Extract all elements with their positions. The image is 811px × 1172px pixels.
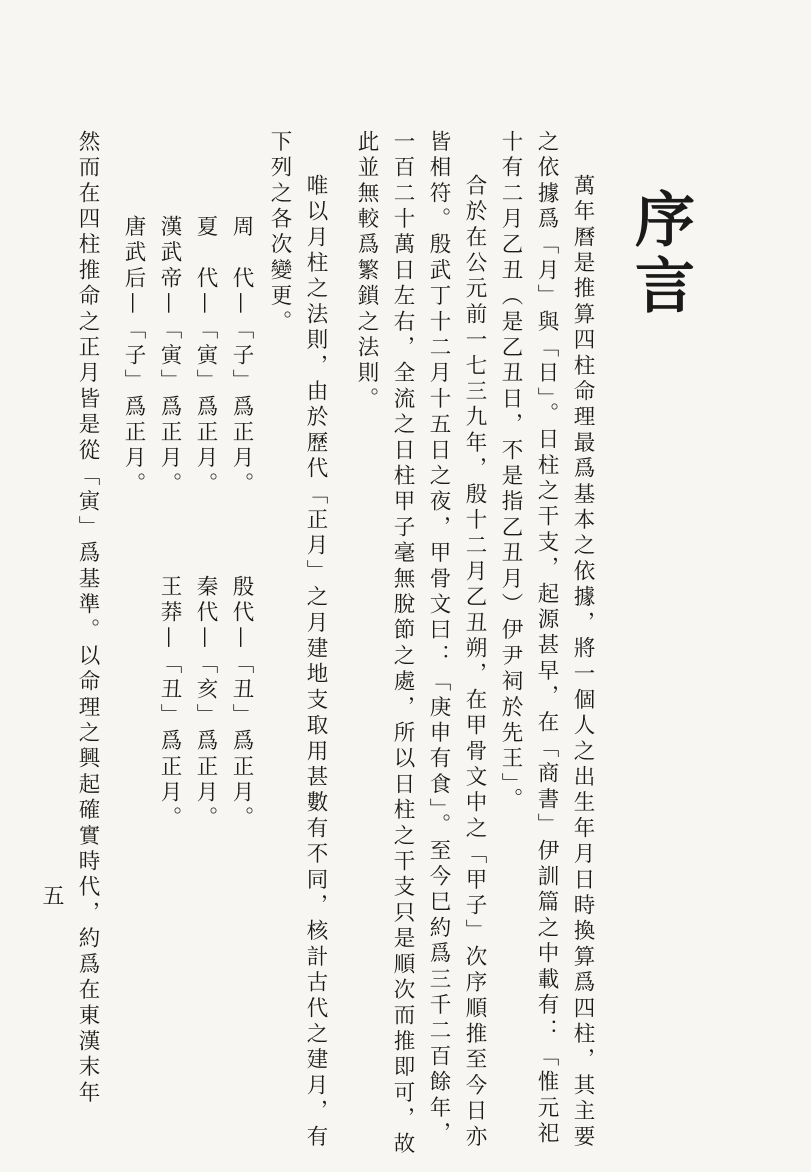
closing-text-column: 然而在四柱推命之正月皆是從「寅」爲基準。以命理之興起確實時代，約爲在東漢末年 (75, 130, 100, 1107)
page-title: 序言 (625, 188, 695, 320)
text-column-9: 下列之各次變更。 (267, 130, 292, 336)
text-column-2: 之依據爲「月」與「日」。日柱之干支，起源甚早，在「商書」伊訓篇之中載有：「惟元祀 (534, 130, 559, 1148)
text-column-1: 萬年曆是推算四柱命理最爲基本之依據，將一個人之出生年月日時換算爲四柱，其主要 (570, 174, 595, 1151)
text-column-3: 十有二月乙丑（是乙丑日，不是指乙丑月）伊尹祠於先王」。 (498, 130, 523, 814)
dynasty-zhou: 周 代—「子」爲正月。 (229, 215, 254, 498)
text-column-8: 唯以月柱之法則，由於歷代「正月」之月建地支取用甚數有不同，核計古代之建月，有 (303, 174, 328, 1151)
text-column-6: 一百二十萬日左右，全流之日柱甲子毫無脫節之處，所以日柱之干支只是順次而推即可，故 (390, 130, 415, 1158)
dynasty-yin: 殷代—「丑」爲正月。 (229, 575, 254, 832)
dynasty-wang-mang: 王莽—「丑」爲正月。 (157, 575, 182, 832)
dynasty-han-wudi: 漢武帝—「寅」爲正月。 (157, 215, 182, 498)
text-column-5: 皆相符。殷武丁十二月十五日之夜，甲骨文曰：「庚申有食」。至今巳約爲三千二百餘年， (426, 130, 451, 1148)
page-number: 五 (39, 884, 64, 906)
text-column-4: 合於在公元前一七三九年，殷十二月乙丑朔，在甲骨文中之「甲子」次序順推至今日亦 (462, 174, 487, 1151)
dynasty-qin: 秦代—「亥」爲正月。 (193, 575, 218, 832)
dynasty-tang-wuhou: 唐武后—「子」爲正月。 (121, 215, 146, 498)
text-column-7: 此並無較爲繁鎖之法則。 (354, 130, 379, 413)
dynasty-xia: 夏 代—「寅」爲正月。 (193, 215, 218, 498)
